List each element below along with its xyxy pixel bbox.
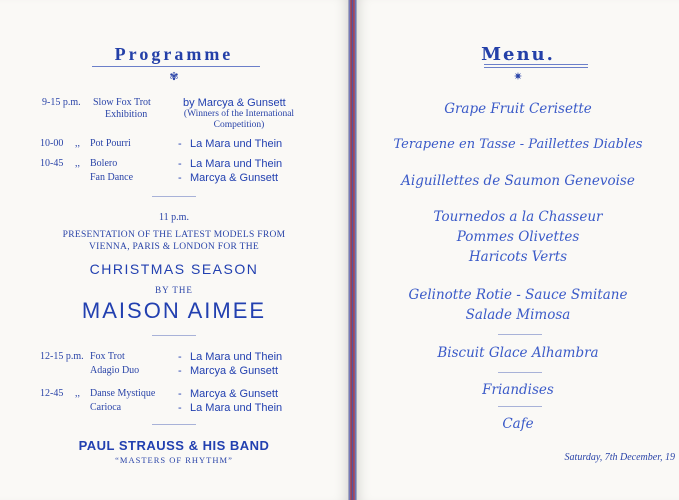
presentation-time: 11 p.m. — [159, 212, 189, 223]
section-divider — [152, 196, 196, 197]
programme-item: Danse Mystique — [90, 388, 156, 399]
menu-title: Menu. — [481, 44, 555, 65]
section-divider — [152, 424, 196, 425]
programme-ditto: ,, — [75, 158, 80, 169]
programme-item: Exhibition — [105, 109, 148, 120]
presentation-line: PRESENTATION OF THE LATEST MODELS FROM — [62, 230, 286, 240]
programme-item: Fan Dance — [90, 172, 134, 183]
programme-performer: Marcya & Gunsett — [190, 388, 279, 400]
menu-item: Pommes Olivettes — [456, 229, 580, 245]
programme-item: Adagio Duo — [90, 365, 140, 376]
programme-dash: - — [178, 388, 182, 400]
menu-title-rule — [484, 64, 588, 65]
programme-performer: by Marcya & Gunsett — [183, 97, 286, 109]
menu-item: Cafe — [502, 416, 534, 432]
programme-note: (Winners of the International Competition) — [183, 109, 295, 130]
programme-title: Programme — [114, 44, 234, 64]
programme-dash: - — [178, 158, 182, 170]
presentation-line: VIENNA, PARIS & LONDON FOR THE — [89, 242, 259, 252]
programme-ornament-icon: ✾ — [169, 71, 179, 83]
menu-divider — [498, 334, 542, 335]
band-tagline: “MASTERS OF RHYTHM” — [115, 455, 233, 465]
menu-divider — [498, 406, 542, 407]
menu-title-rule — [484, 67, 588, 68]
programme-dash: - — [178, 172, 182, 184]
programme-performer: Marcya & Gunsett — [190, 365, 279, 377]
menu-ornament-icon: ✷ — [513, 71, 523, 83]
programme-dash: - — [178, 351, 182, 363]
menu-item: Haricots Verts — [468, 249, 568, 265]
programme-title-rule — [92, 66, 260, 67]
menu-item: Tournedos a la Chasseur — [433, 209, 603, 225]
programme-ditto: ,, — [75, 138, 80, 149]
programme-dash: - — [178, 402, 182, 414]
menu-item: Friandises — [482, 382, 554, 398]
programme-dash: - — [178, 138, 182, 150]
band-name: PAUL STRAUSS & HIS BAND — [78, 438, 270, 453]
by-the-label: BY THE — [155, 285, 193, 295]
programme-performer: La Mara und Thein — [190, 138, 283, 150]
programme-item: Bolero — [90, 158, 118, 169]
programme-item: Fox Trot — [90, 351, 125, 362]
section-divider — [152, 335, 196, 336]
maison-aimee-heading: MAISON AIMEE — [81, 298, 267, 323]
menu-item: Salade Mimosa — [465, 307, 571, 323]
programme-performer: La Mara und Thein — [190, 351, 283, 363]
programme-performer: La Mara und Thein — [190, 402, 283, 414]
menu-item: Biscuit Glace Alhambra — [437, 345, 599, 361]
menu-divider — [498, 372, 542, 373]
programme-performer: La Mara und Thein — [190, 158, 283, 170]
menu-item: Gelinotte Rotie - Sauce Smitane — [408, 287, 628, 303]
binding-ribbon — [348, 0, 357, 500]
programme-performer: Marcya & Gunsett — [190, 172, 279, 184]
programme-time: 9-15 p.m. — [42, 97, 81, 108]
programme-item: Carioca — [90, 402, 122, 413]
programme-time: 12-15 p.m. — [40, 351, 84, 362]
programme-dash: - — [178, 365, 182, 377]
menu-item: Terapene en Tasse - Paillettes Diables — [393, 137, 643, 152]
programme-ditto: ,, — [75, 388, 80, 399]
programme-time: 12-45 — [40, 388, 64, 399]
christmas-season-heading: CHRISTMAS SEASON — [89, 261, 259, 277]
menu-item: Grape Fruit Cerisette — [444, 101, 592, 117]
programme-item: Slow Fox Trot — [93, 97, 151, 108]
programme-item: Pot Pourri — [90, 138, 131, 149]
menu-item: Aiguillettes de Saumon Genevoise — [401, 173, 635, 189]
menu-date: Saturday, 7th December, 19 — [564, 452, 675, 463]
programme-time: 10-00 — [40, 138, 64, 149]
programme-time: 10-45 — [40, 158, 64, 169]
